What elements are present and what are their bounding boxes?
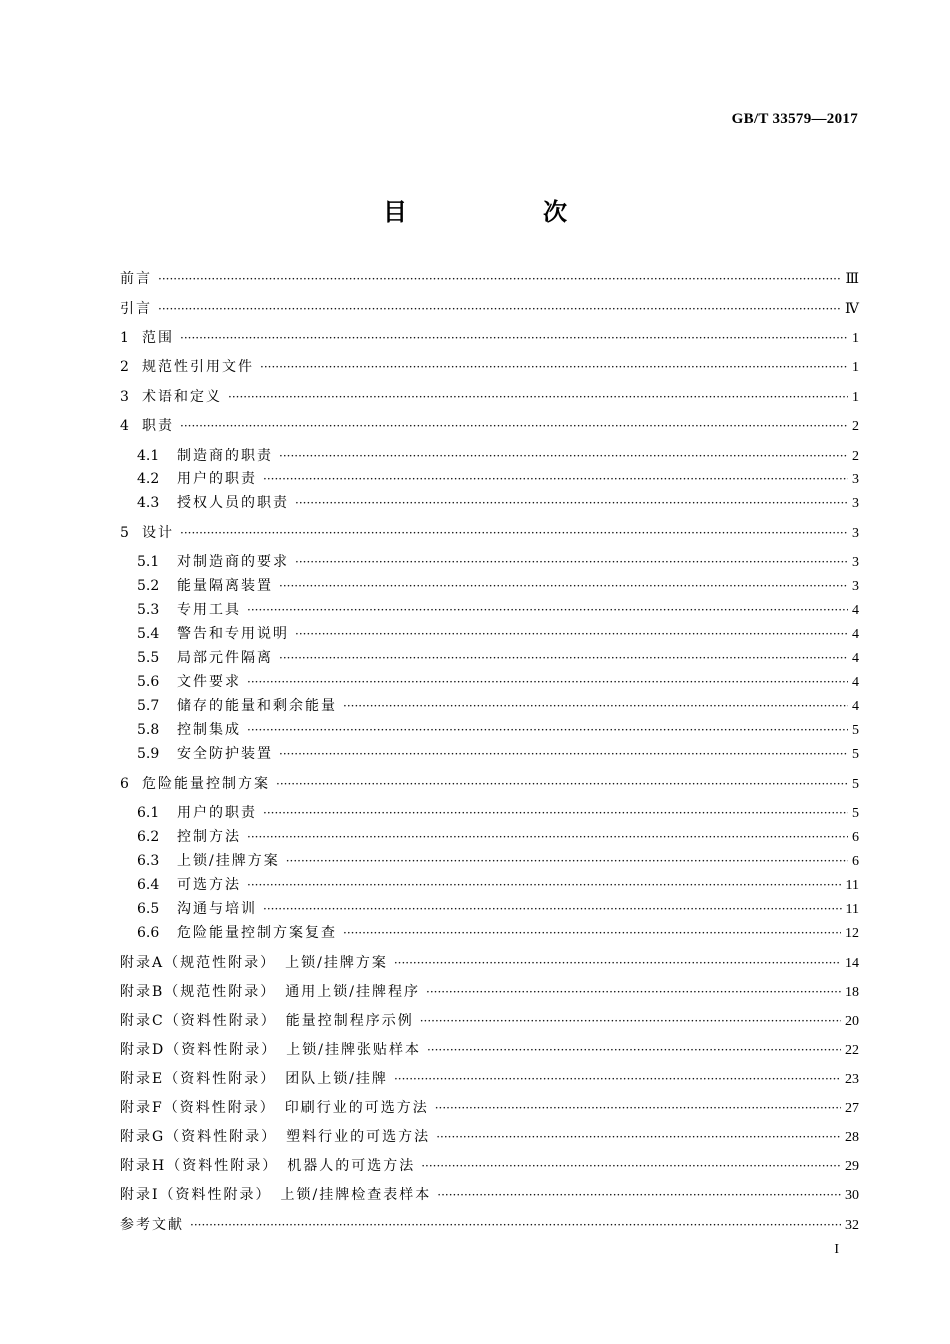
- toc-entry-number: 6.6: [137, 925, 160, 941]
- toc-leader-dots: [158, 302, 841, 316]
- toc-entry-title: 危险能量控制方案复查: [177, 925, 337, 941]
- toc-entry-title: 设计: [142, 525, 174, 541]
- toc-entry-page: 3: [852, 496, 859, 511]
- toc-entry[interactable]: [120, 522, 859, 542]
- toc-entry-title: 对制造商的要求: [177, 554, 289, 570]
- toc-entry[interactable]: [120, 874, 859, 894]
- toc-entry-title: 文件要求: [177, 674, 241, 690]
- toc-entry-label: [120, 327, 174, 347]
- toc-leader-dots: [190, 1218, 841, 1232]
- toc-entry[interactable]: [120, 599, 859, 619]
- toc-entry-label: [120, 1097, 429, 1117]
- toc-entry[interactable]: [120, 898, 859, 918]
- toc-leader-dots: [421, 1159, 841, 1173]
- toc-entry-title: 可选方法: [177, 877, 241, 893]
- toc-entry-title: 范围: [142, 330, 174, 346]
- toc-entry-label: [120, 1214, 184, 1234]
- toc-entry-number: 6.4: [137, 877, 160, 893]
- toc-entry-page: 3: [852, 472, 859, 487]
- toc-entry-title: 附录I（资料性附录） 上锁/挂牌检查表样本: [120, 1187, 432, 1203]
- toc-leader-dots: [426, 985, 841, 999]
- toc-entry-page: 14: [845, 956, 859, 971]
- toc-entry-label: [137, 468, 257, 488]
- toc-entry-title: 附录C（资料性附录） 能量控制程序示例: [120, 1013, 414, 1029]
- toc-entry-page: 3: [852, 526, 859, 541]
- toc-entry-page: 5: [852, 806, 859, 821]
- toc-entry-label: [120, 773, 270, 793]
- toc-entry[interactable]: [120, 695, 859, 715]
- toc-entry[interactable]: [120, 922, 859, 942]
- toc-entry-label: [137, 671, 241, 691]
- toc-entry[interactable]: [120, 445, 859, 465]
- toc-leader-dots: [228, 390, 848, 404]
- toc-entry-number: 5.1: [137, 554, 160, 570]
- toc-leader-dots: [343, 926, 841, 940]
- toc-leader-dots: [263, 806, 848, 820]
- toc-entry-label: [137, 695, 337, 715]
- toc-entry[interactable]: [120, 1126, 859, 1146]
- toc-entry-page: 27: [845, 1101, 859, 1116]
- toc-leader-dots: [343, 699, 848, 713]
- toc-entry-label: [120, 1068, 388, 1088]
- toc-entry-title: 参考文献: [120, 1217, 184, 1233]
- toc-entry-number: 3: [120, 389, 129, 405]
- toc-entry-page: 5: [852, 777, 859, 792]
- toc-leader-dots: [247, 830, 848, 844]
- toc-entry[interactable]: [120, 1155, 859, 1175]
- toc-entry-number: 5: [120, 525, 129, 541]
- toc-entry[interactable]: [120, 492, 859, 512]
- toc-entry-page: 20: [845, 1014, 859, 1029]
- toc-entry-label: [137, 743, 273, 763]
- toc-entry[interactable]: [120, 802, 859, 822]
- toc-leader-dots: [427, 1043, 841, 1057]
- toc-entry-page: 6: [852, 830, 859, 845]
- toc-leader-dots: [394, 956, 841, 970]
- toc-entry-title: 职责: [142, 418, 174, 434]
- toc-entry[interactable]: [120, 468, 859, 488]
- toc-entry-page: 32: [845, 1218, 859, 1233]
- toc-entry-label: [137, 599, 241, 619]
- toc-entry[interactable]: [120, 981, 859, 1001]
- toc-entry-title: 附录B（规范性附录） 通用上锁/挂牌程序: [120, 984, 421, 1000]
- toc-entry-label: [137, 492, 289, 512]
- toc-entry-number: 4.3: [137, 495, 160, 511]
- toc-entry-number: 6.2: [137, 829, 160, 845]
- toc-entry-number: 6: [120, 776, 129, 792]
- toc-entry-title: 用户的职责: [177, 805, 257, 821]
- toc-leader-dots: [180, 331, 848, 345]
- toc-leader-dots: [295, 627, 848, 641]
- toc-entry-label: [120, 1010, 414, 1030]
- toc-entry-page: 1: [852, 360, 859, 375]
- toc-entry-page: Ⅲ: [845, 272, 859, 287]
- toc-entry[interactable]: [120, 647, 859, 667]
- toc-entry-title: 附录G（资料性附录） 塑料行业的可选方法: [120, 1129, 431, 1145]
- toc-entry-page: 28: [845, 1130, 859, 1145]
- toc-entry-title: 引言: [120, 301, 152, 317]
- toc-entry[interactable]: [120, 551, 859, 571]
- toc-entry[interactable]: [120, 826, 859, 846]
- toc-entry[interactable]: [120, 623, 859, 643]
- toc-entry-label: [137, 445, 273, 465]
- toc-leader-dots: [263, 472, 848, 486]
- toc-entry-number: 5.9: [137, 746, 160, 762]
- toc-entry[interactable]: [120, 1184, 859, 1204]
- toc-entry-label: [137, 898, 257, 918]
- toc-entry[interactable]: [120, 850, 859, 870]
- toc-leader-dots: [247, 878, 842, 892]
- toc-leader-dots: [286, 854, 848, 868]
- toc-entry-title: 能量隔离装置: [177, 578, 273, 594]
- toc-leader-dots: [279, 579, 848, 593]
- toc-entry[interactable]: [120, 1097, 859, 1117]
- toc-entry[interactable]: [120, 1039, 859, 1059]
- toc-entry[interactable]: [120, 575, 859, 595]
- toc-entry-title: 控制方法: [177, 829, 241, 845]
- toc-leader-dots: [279, 651, 848, 665]
- toc-entry-title: 用户的职责: [177, 471, 257, 487]
- toc-entry[interactable]: [120, 773, 859, 793]
- toc-leader-dots: [295, 496, 848, 510]
- toc-entry-label: [137, 719, 241, 739]
- toc-leader-dots: [247, 675, 848, 689]
- toc-entry-label: [137, 551, 289, 571]
- toc-entry-page: 11: [845, 878, 859, 893]
- toc-entry-page: 3: [852, 555, 859, 570]
- toc-entry[interactable]: [120, 671, 859, 691]
- toc-leader-dots: [276, 777, 848, 791]
- toc-leader-dots: [394, 1072, 841, 1086]
- toc-entry-title: 上锁/挂牌方案: [177, 853, 280, 869]
- toc-entry-title: 术语和定义: [142, 389, 222, 405]
- toc-entry-number: 5.5: [137, 650, 160, 666]
- toc-entry-page: 29: [845, 1159, 859, 1174]
- toc-entry-number: 5.6: [137, 674, 160, 690]
- toc-entry[interactable]: [120, 1068, 859, 1088]
- toc-entry-title: 附录F（资料性附录） 印刷行业的可选方法: [120, 1100, 429, 1116]
- toc-entry-title: 规范性引用文件: [142, 359, 254, 375]
- toc-leader-dots: [420, 1014, 841, 1028]
- toc-leader-dots: [180, 526, 848, 540]
- toc-entry-page: 6: [852, 854, 859, 869]
- toc-entry-title: 附录A（规范性附录） 上锁/挂牌方案: [120, 955, 388, 971]
- toc-entry-page: 12: [845, 926, 859, 941]
- toc-entry-title: 附录D（资料性附录） 上锁/挂牌张贴样本: [120, 1042, 421, 1058]
- toc-entry-page: 18: [845, 985, 859, 1000]
- toc-entry-page: 4: [852, 651, 859, 666]
- toc-entry-page: 2: [852, 419, 859, 434]
- toc-entry-number: 5.4: [137, 626, 160, 642]
- toc-entry-title: 安全防护装置: [177, 746, 273, 762]
- standard-code: GB/T 33579—2017: [731, 111, 858, 127]
- toc-entry[interactable]: [120, 1214, 859, 1234]
- toc-entry-number: 6.5: [137, 901, 160, 917]
- toc-entry-number: 1: [120, 330, 129, 346]
- toc-entry-page: 4: [852, 603, 859, 618]
- toc-entry-label: [137, 623, 289, 643]
- toc-leader-dots: [260, 360, 848, 374]
- toc-leader-dots: [158, 272, 841, 286]
- toc-entry-page: 4: [852, 675, 859, 690]
- toc-entry-title: 授权人员的职责: [177, 495, 289, 511]
- toc-leader-dots: [247, 603, 848, 617]
- toc-entry-page: 11: [845, 902, 859, 917]
- toc-entry-label: [120, 268, 152, 288]
- toc-leader-dots: [295, 555, 848, 569]
- toc-leader-dots: [279, 747, 848, 761]
- toc-entry-label: [120, 1039, 421, 1059]
- toc-leader-dots: [247, 723, 848, 737]
- footer-page-number: I: [834, 1242, 839, 1257]
- toc-entry-page: 22: [845, 1043, 859, 1058]
- toc-entry-label: [120, 952, 388, 972]
- toc-entry[interactable]: [120, 327, 859, 347]
- toc-entry-page: 3: [852, 579, 859, 594]
- toc-entry-label: [137, 874, 241, 894]
- page-title: 目 次: [383, 198, 623, 226]
- toc-entry-title: 控制集成: [177, 722, 241, 738]
- toc-entry-label: [120, 522, 174, 542]
- toc-entry-number: 5.2: [137, 578, 160, 594]
- toc-entry[interactable]: [120, 415, 859, 435]
- toc-entry-number: 4.2: [137, 471, 160, 487]
- toc-entry-label: [137, 802, 257, 822]
- toc-entry-label: [120, 981, 420, 1001]
- toc-entry-page: 30: [845, 1188, 859, 1203]
- toc-leader-dots: [436, 1130, 841, 1144]
- toc-entry-page: 4: [852, 699, 859, 714]
- toc-entry-label: [120, 415, 174, 435]
- toc-entry-number: 5.7: [137, 698, 160, 714]
- toc-entry-title: 局部元件隔离: [177, 650, 273, 666]
- toc-entry-title: 沟通与培训: [177, 901, 257, 917]
- toc-entry[interactable]: [120, 1010, 859, 1030]
- toc-entry-page: 5: [852, 723, 859, 738]
- toc-entry[interactable]: [120, 719, 859, 739]
- toc-entry-page: 1: [852, 331, 859, 346]
- toc-entry-title: 前言: [120, 271, 152, 287]
- toc-entry-label: [120, 356, 254, 376]
- toc-entry[interactable]: [120, 743, 859, 763]
- toc-leader-dots: [180, 419, 848, 433]
- toc-entry-number: 6.3: [137, 853, 160, 869]
- toc-entry-page: 4: [852, 627, 859, 642]
- toc-entry-page: 1: [852, 390, 859, 405]
- toc-leader-dots: [437, 1188, 841, 1202]
- toc-entry-page: Ⅳ: [845, 302, 859, 317]
- toc-entry-label: [137, 922, 337, 942]
- toc-entry-label: [120, 1155, 415, 1175]
- toc-entry-title: 专用工具: [177, 602, 241, 618]
- toc-entry-number: 5.8: [137, 722, 160, 738]
- toc-entry-title: 附录E（资料性附录） 团队上锁/挂牌: [120, 1071, 388, 1087]
- toc-entry[interactable]: [120, 952, 859, 972]
- toc-entry-page: 5: [852, 747, 859, 762]
- toc-entry[interactable]: [120, 386, 859, 406]
- toc-entry-number: 4.1: [137, 448, 160, 464]
- toc-entry-label: [120, 1126, 430, 1146]
- toc-leader-dots: [435, 1101, 841, 1115]
- toc-leader-dots: [263, 902, 842, 916]
- toc-entry-page: 2: [852, 449, 859, 464]
- toc-leader-dots: [279, 449, 848, 463]
- toc-entry-label: [137, 826, 241, 846]
- toc-entry-label: [120, 386, 222, 406]
- toc-entry[interactable]: [120, 298, 859, 318]
- toc-entry-label: [120, 298, 152, 318]
- toc-entry-title: 储存的能量和剩余能量: [177, 698, 337, 714]
- toc-entry-label: [137, 647, 273, 667]
- toc-entry-label: [137, 575, 273, 595]
- toc-entry-number: 6.1: [137, 805, 160, 821]
- toc-entry-number: 4: [120, 418, 129, 434]
- toc-entry[interactable]: [120, 268, 859, 288]
- toc-entry-title: 附录H（资料性附录） 机器人的可选方法: [120, 1158, 416, 1174]
- toc-entry[interactable]: [120, 356, 859, 376]
- toc-entry-label: [137, 850, 280, 870]
- toc-entry-title: 危险能量控制方案: [142, 776, 270, 792]
- toc-entry-page: 23: [845, 1072, 859, 1087]
- toc-entry-number: 2: [120, 359, 129, 375]
- toc-entry-number: 5.3: [137, 602, 160, 618]
- toc-entry-title: 警告和专用说明: [177, 626, 289, 642]
- toc-entry-title: 制造商的职责: [177, 448, 273, 464]
- toc-entry-label: [120, 1184, 431, 1204]
